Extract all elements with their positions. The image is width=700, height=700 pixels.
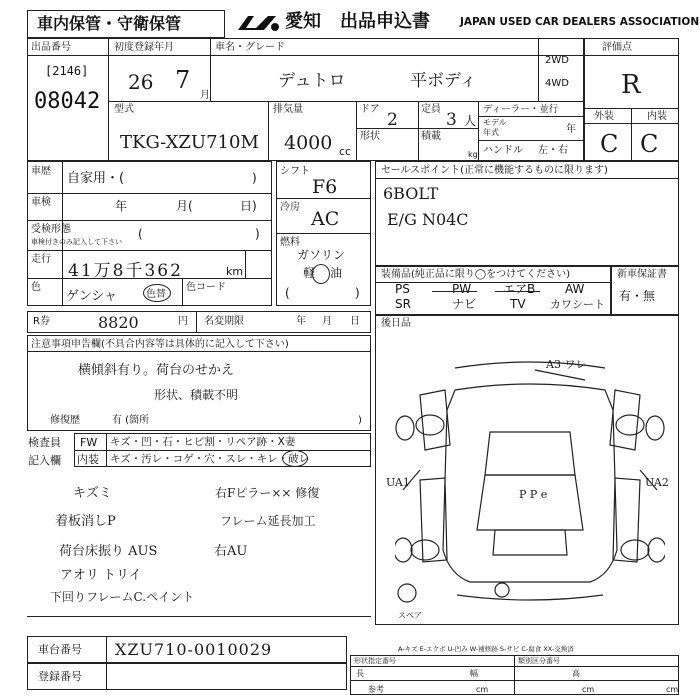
use-label: 車歴 [31,166,51,177]
shape-label: 形状 [360,131,380,142]
reg-month-unit: 月 [200,90,210,101]
equip-leather: カワシート [550,298,605,311]
spare-label: スペア [398,611,422,620]
trans-label: 受検形態 [31,224,71,235]
inspector-int-items: キズ・汚レ・コゲ・穴・スレ・キレ・破レ [110,453,310,465]
use-paren: ) [252,171,257,185]
equip-aw: AW [565,282,585,296]
car-name: デュトロ [278,71,346,91]
name-change-y: 年 [296,316,306,327]
inspector-fw-items: キズ・凹・石・ヒビ割・リペア跡・X妻 [110,436,296,448]
footer-cm-1: cm [476,685,489,694]
model-year-label-1: モデル [483,118,507,127]
capacity-label: 定員 [421,104,441,115]
inspector-label-2: 記入欄 [28,454,61,467]
repair-value: 有 (箇所 [112,415,150,426]
inspection-month: 月( [176,199,193,213]
drive-4wd: 4WD [545,78,569,89]
mileage-value: 41万8千362 [68,261,183,281]
equipment-label: 装備品(純正品に限り◯をつけてください) [381,269,570,280]
load-label: 積載 [421,131,441,142]
equip-navi: ナビ [452,297,477,311]
drive-2wd: 2WD [545,55,569,66]
equip-tv: TV [510,297,526,311]
equip-airbag: エアB [503,282,536,296]
fuel-label: 燃料 [280,237,300,248]
footer-cm-2: cm [582,685,595,694]
chassis-label: 車台番号 [38,643,82,656]
diagram-label: 後日品 [381,318,411,329]
fuel-paren-r: ) [355,286,360,300]
form-title: 出品申込書 [340,11,430,32]
footer-hgt: 高 [572,669,580,678]
evaluation-label: 評価点 [602,42,632,53]
lot-label: 出品番号 [31,42,71,53]
interior-grade: C [640,130,659,158]
logo-place: 愛知 [285,11,321,32]
fuel-circle [312,264,330,284]
inspection-year: 年 [115,199,128,213]
load-unit: kg [468,150,478,159]
name-change-label: 名変期限 [204,316,244,327]
doors-label: ドア [360,104,380,115]
inspection-label: 車検 [31,197,51,208]
mileage-unit: km [226,265,244,278]
equip-strike-1 [432,291,477,292]
ju-logo-icon [234,12,282,34]
storage-title: 車内保管・守衛保管 [37,14,182,33]
inspector-divider [27,616,371,617]
equip-sr: SR [395,297,411,311]
exterior-grade: C [600,130,619,158]
inspector-note-7: アオリ トリイ [60,568,142,583]
interior-label: 内装 [647,111,667,122]
displacement-unit: cc [339,145,352,158]
fuel-value-2: 軽 [303,266,316,280]
damage-legend: A-キズ E-エクボ U-凹み W-補修跡 S-サビ C-腐食 XX-交換済 [398,645,574,653]
inspector-note-3: 着板消しP [55,514,116,529]
model-year-label-2: 年式 [483,128,499,137]
handle-label: ハンドル [483,145,523,156]
footer-wid: 幅 [470,669,478,678]
diagram-mark-a3: A3 ワレ [546,358,587,371]
doors-value: 2 [387,110,398,130]
recycle-unit: 円 [178,316,188,327]
mileage-label: 走行 [31,254,51,265]
capacity-unit: 人 [464,114,477,128]
recycle-box [27,311,371,333]
capacity-value: 3 [446,110,457,130]
aircon-value: AC [311,208,340,230]
recycle-label: R券 [33,316,50,327]
evaluation-score: R [621,70,641,100]
name-change-m: 月 [322,316,332,327]
inspection-day: 日) [240,199,257,213]
reg-year: 26 [128,70,154,94]
dealer-label: ディーラー・並行 [483,104,559,115]
sales-point-label: セールスポイント(正常に機能するものに限ります) [381,165,608,176]
notes-label: 注意事項申告欄(不具合内容等は具体的に記入して下さい) [31,339,289,350]
ju-logo [234,12,282,34]
int-circle [282,450,308,467]
footer-len: 長 [356,669,364,678]
inspector-note-5: 荷台床振り AUS [59,544,158,559]
trans-paren-r: ) [255,227,260,241]
model-value: TKG-XZU710M [120,132,259,153]
repair-paren: ) [358,415,362,426]
sales-point-line2: E/G N04C [387,210,469,229]
repair-label: 修復歴 [50,415,80,426]
shift-label: シフト [280,166,310,177]
fuel-paren-l: ( [285,286,290,300]
diagram-mark-ua1: UA1 [386,476,410,489]
color-label: 色 [31,282,41,293]
warranty-label: 新車保証書 [617,269,667,280]
trans-sub: 車検付きのみ記入して下さい [31,238,122,246]
exterior-label: 外装 [594,111,614,122]
footer-shape-no: 形状指定番号 [354,657,396,665]
notes-line2: 形状、積載不明 [154,388,239,402]
inspector-label-1: 検査員 [28,436,61,449]
car-grade: 平ボディ [410,71,477,91]
lot-sub: [2146] [45,64,89,78]
fuel-value-3: 油 [330,266,343,280]
fuel-value: ガソリン [297,248,346,262]
model-label: 型式 [114,104,134,115]
equip-strike-2 [495,291,540,292]
footer-class-no: 類別区分番号 [518,657,560,665]
inspector-int: 内装 [77,453,99,466]
equip-ps: PS [395,282,410,296]
equip-pw: PW [452,282,472,296]
color-swap: 色替 [146,289,166,300]
footer-cm-3: cm [666,685,679,694]
diagram-mark-ua2: UA2 [645,476,669,489]
model-year-unit: 年 [566,124,576,135]
plate-label: 登録番号 [38,670,82,683]
notes-line1: 横傾斜有り。荷台のせかえ [78,363,235,378]
footer-ref: 参考 [368,685,384,694]
reg-label: 初度登録年月 [114,42,174,53]
chassis-value: XZU710-0010029 [115,640,273,659]
inspector-fw: FW [80,436,98,449]
shift-value: F6 [312,176,338,198]
vehicle-diagram [395,350,665,610]
handle-options: 左・右 [538,145,568,156]
trans-paren-l: ( [138,227,143,241]
inspector-note-4: フレーム延長加工 [220,514,316,528]
aircon-label: 冷房 [280,202,300,213]
warranty-options: 有・無 [619,289,656,303]
name-change-d: 日 [350,316,360,327]
color-swap-circle [143,284,171,302]
lot-number: 08042 [34,89,101,114]
displacement-value: 4000 [284,132,333,154]
reg-month: 7 [175,66,191,94]
sales-point-line1: 6BOLT [383,184,439,203]
inspector-note-2: 右Fピラー×× 修復 [215,486,320,500]
car-name-label: 車名・グレード [215,42,285,53]
association-name: JAPAN USED CAR DEALERS ASSOCIATION [460,16,700,28]
displacement-label: 排気量 [273,104,303,115]
inspector-note-1: キズミ [73,486,112,501]
color-value: ゲンシャ [66,289,118,304]
use-value: 自家用・( [67,171,125,186]
color-code-label: 色コード [186,282,226,293]
inspector-note-8: 下回りフレームC.ペイント [50,590,195,604]
inspector-note-6: 右AU [214,544,248,559]
diagram-mark-ppe: P P e [519,488,548,501]
recycle-value: 8820 [98,313,139,332]
